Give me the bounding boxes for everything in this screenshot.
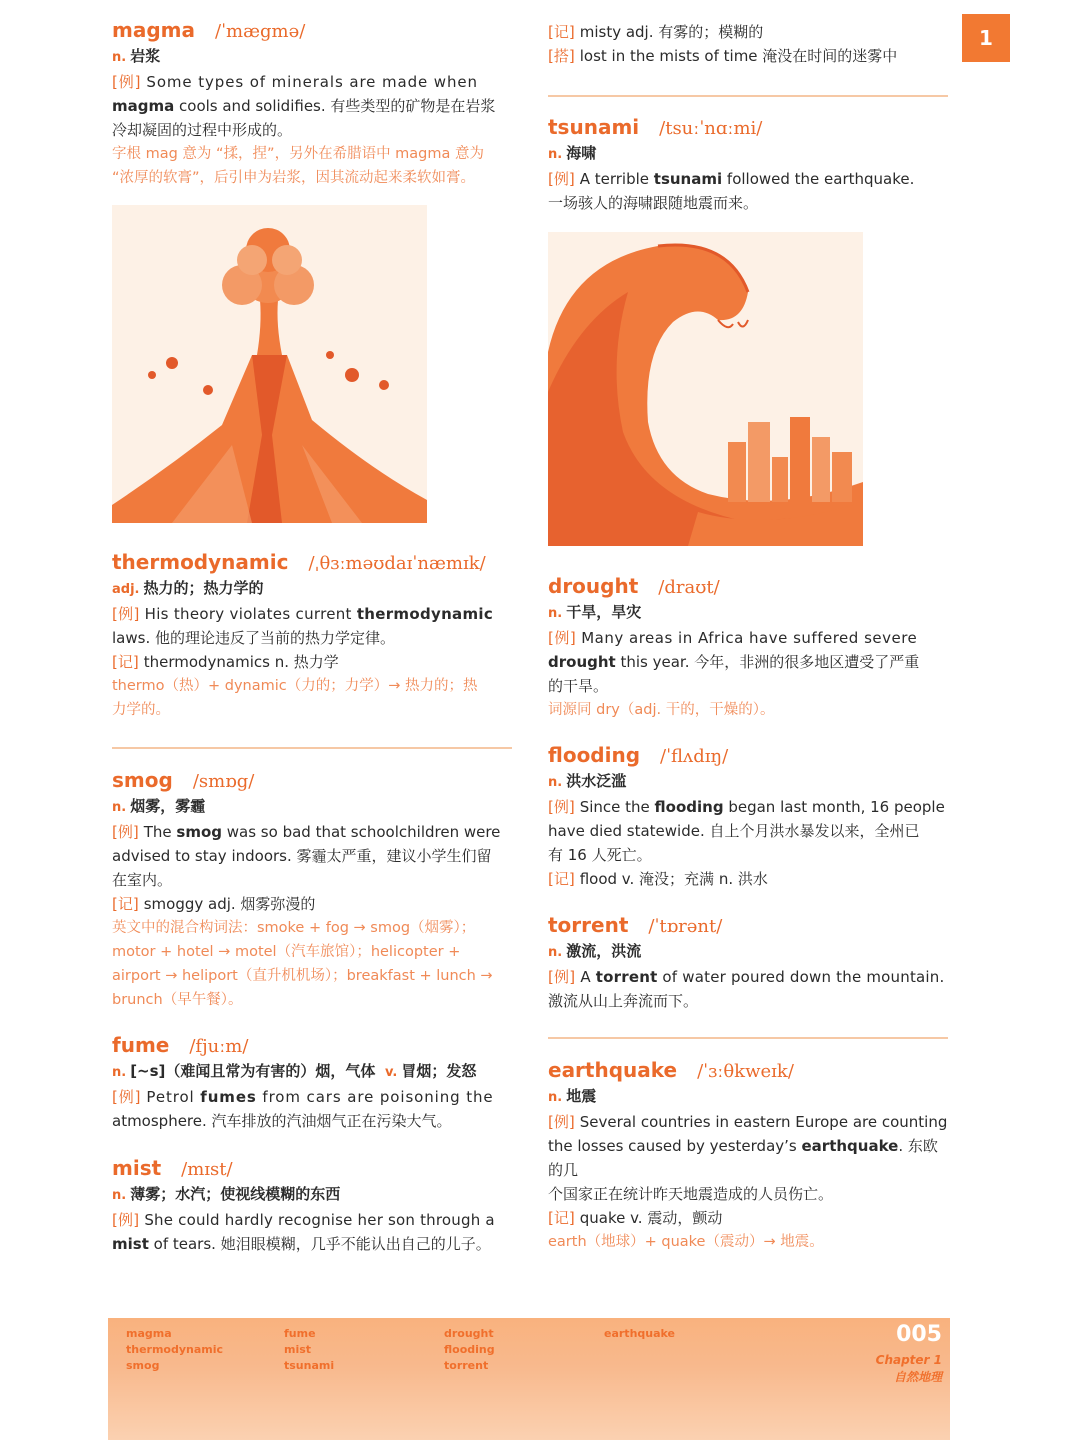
phonetic: /draʊt/ — [658, 577, 720, 598]
definition: n. 激流，洪流 — [548, 942, 642, 960]
phonetic: /ˈmægmə/ — [215, 21, 306, 42]
memo: [记] quake v. 震动，颤动 — [548, 1209, 723, 1227]
entry-torrent: torrent /ˈtɒrənt/ n. 激流，洪流 [例] A torrent of water poured down the mountain. 激流从山上奔流而下。 — [548, 913, 950, 1013]
headword: tsunami — [548, 115, 640, 139]
example: [例] Some types of minerals are made when — [112, 73, 478, 91]
phonetic: /mɪst/ — [181, 1159, 233, 1180]
phonetic: /ˌθɜːməʊdaɪˈnæmɪk/ — [308, 553, 486, 574]
memo: [记] thermodynamics n. 热力学 — [112, 653, 339, 671]
phonetic: /ˈtɒrənt/ — [648, 916, 723, 937]
entry-drought: drought /draʊt/ n. 干旱，旱灾 [例] Many areas in Africa have suffered severe drought this year. 今年，非洲的很多地区遭受了严重 的干旱。 词源同 dry（adj. 干的，干燥的）。 — [548, 574, 950, 722]
definition: n. 地震 — [548, 1087, 597, 1105]
page-number: 005 — [896, 1322, 942, 1347]
entry-flooding: flooding /ˈflʌdɪŋ/ n. 洪水泛滥 [例] Since the flooding began last month, 16 people have died statewide. 自上个月洪水暴发以来，全州已 有 16 人死亡。 [记] flood v. 淹没；充满 n. 洪水 — [548, 743, 950, 891]
headword: flooding — [548, 743, 641, 767]
phonetic: /ˈflʌdɪŋ/ — [660, 746, 729, 767]
chapter-tab: 1 — [962, 14, 1010, 62]
example: [例] A torrent of water poured down the mountain. — [548, 968, 945, 986]
section-divider — [548, 95, 948, 97]
entry-magma: magma /ˈmægmə/ n. 岩浆 [例] Some types of minerals are made when magma cools and solidifies. 有些类型的矿物是在岩浆 冷却凝固的过程中形成的。 字根 mag 意为 “揉，捏”，另外在希腊语中 magma 意为 “浓厚的软膏”，后引申为岩浆，因其流动起来柔软如膏。 — [112, 18, 512, 190]
definition: adj. 热力的；热力学的 — [112, 579, 264, 597]
section-divider — [112, 747, 512, 749]
footer-word-list-1: magma thermodynamic smog — [126, 1327, 224, 1372]
entry-mist-continued — [548, 20, 950, 68]
etymology-note: 词源同 dry（adj. 干的，干燥的）。 — [548, 702, 775, 718]
phonetic: /smɒg/ — [192, 771, 255, 792]
phrase: [搭] lost in the mists of time 淹没在时间的迷雾中 — [548, 47, 898, 65]
example: [例] His theory violates current thermodynamic — [112, 605, 494, 623]
definition: n. 烟雾，雾霾 — [112, 797, 206, 815]
headword: torrent — [548, 913, 629, 937]
footer-word-list-2: fume mist tsunami — [284, 1327, 335, 1372]
footer-word-list-4: earthquake — [604, 1327, 676, 1340]
etymology-note: 英文中的混合构词法：smoke + fog → smog（烟雾）； — [112, 920, 476, 936]
definition: n. 洪水泛滥 — [548, 772, 627, 790]
example: [例] The smog was so bad that schoolchildren were — [112, 823, 501, 841]
headword: magma — [112, 18, 195, 42]
phonetic: /ˈɜːθkweɪk/ — [697, 1061, 794, 1082]
example: [例] Many areas in Africa have suffered severe — [548, 629, 918, 647]
headword: fume — [112, 1033, 170, 1057]
example: [例] She could hardly recognise her son through a — [112, 1211, 495, 1229]
page-footer — [108, 1318, 950, 1440]
entry-earthquake: earthquake /ˈɜːθkweɪk/ n. 地震 [例] Several countries in eastern Europe are counting the losses caused by yesterday’s earthquake. 东欧的几 个国家正在统计昨天地震造成的人员伤亡。 [记] quake v. 震动，颤动 earth（地球）+ quake（震动）→ 地震。 — [548, 1058, 950, 1254]
entry-fume: fume /fjuːm/ n. [~s]（难闻且常为有害的）烟，气体 v. 冒烟；发怒 [例] Petrol fumes from cars are poisoning the atmosphere. 汽车排放的汽油烟气正在污染大气。 — [112, 1033, 512, 1133]
entry-tsunami: tsunami /tsuːˈnɑːmi/ n. 海啸 [例] A terrible tsunami followed the earthquake. 一场骇人的海啸跟随地震而来。 — [548, 115, 950, 215]
headword: smog — [112, 768, 173, 792]
headword: earthquake — [548, 1058, 678, 1082]
entry-mist: mist /mɪst/ n. 薄雾；水汽；使视线模糊的东西 [例] She could hardly recognise her son through a mist of tears. 她泪眼模糊，几乎不能认出自己的儿子。 — [112, 1156, 512, 1256]
example: [例] Petrol fumes from cars are poisoning the — [112, 1088, 494, 1106]
etymology-note: 字根 mag 意为 “揉，捏”，另外在希腊语中 magma 意为 — [112, 146, 485, 162]
etymology-note: thermo（热）+ dynamic（力的；力学）→ 热力的；热 — [112, 678, 478, 694]
example: [例] Several countries in eastern Europe are counting — [548, 1113, 948, 1131]
volcano-illustration — [112, 205, 427, 523]
definition: n. 岩浆 — [112, 47, 161, 65]
phonetic: /tsuːˈnɑːmi/ — [659, 118, 763, 139]
phonetic: /fjuːm/ — [189, 1036, 249, 1057]
example: [例] A terrible tsunami followed the earthquake. — [548, 170, 915, 188]
tsunami-illustration — [548, 232, 863, 546]
section-divider — [548, 1037, 948, 1039]
memo: [记] flood v. 淹没；充满 n. 洪水 — [548, 870, 768, 888]
headword: drought — [548, 574, 639, 598]
definition: n. 海啸 — [548, 144, 597, 162]
memo: [记] misty adj. 有雾的；模糊的 — [548, 23, 764, 41]
headword: mist — [112, 1156, 162, 1180]
entry-smog: smog /smɒg/ n. 烟雾，雾霾 [例] The smog was so bad that schoolchildren were advised to stay indoors. 雾霾太严重，建议小学生们留 在室内。 [记] smoggy adj. 烟雾弥漫的 英文中的混合构词法：smoke + fog → smog（烟雾）； motor + hotel → motel（汽车旅馆）；helicopter + airport → heliport（直升机机场）；breakfast + lunch → brunch（早午餐）。 — [112, 768, 512, 1012]
chapter-label: Chapter 1 自然地理 — [875, 1353, 942, 1384]
memo: [记] smoggy adj. 烟雾弥漫的 — [112, 895, 316, 913]
definition: n. [~s]（难闻且常为有害的）烟，气体 v. 冒烟；发怒 — [112, 1062, 477, 1080]
footer-word-list-3: drought flooding torrent — [444, 1327, 495, 1372]
headword: thermodynamic — [112, 550, 289, 574]
etymology-note: earth（地球）+ quake（震动）→ 地震。 — [548, 1234, 824, 1250]
definition: n. 薄雾；水汽；使视线模糊的东西 — [112, 1185, 341, 1203]
definition: n. 干旱，旱灾 — [548, 603, 642, 621]
example: [例] Since the flooding began last month, 16 people — [548, 798, 945, 816]
entry-thermodynamic: thermodynamic /ˌθɜːməʊdaɪˈnæmɪk/ adj. 热力的；热力学的 [例] His theory violates current thermodynamic laws. 他的理论违反了当前的热力学定律。 [记] thermodynamics n. 热力学 thermo（热）+ dynamic（力的；力学）→ 热力的；热 力学的。 — [112, 550, 512, 722]
